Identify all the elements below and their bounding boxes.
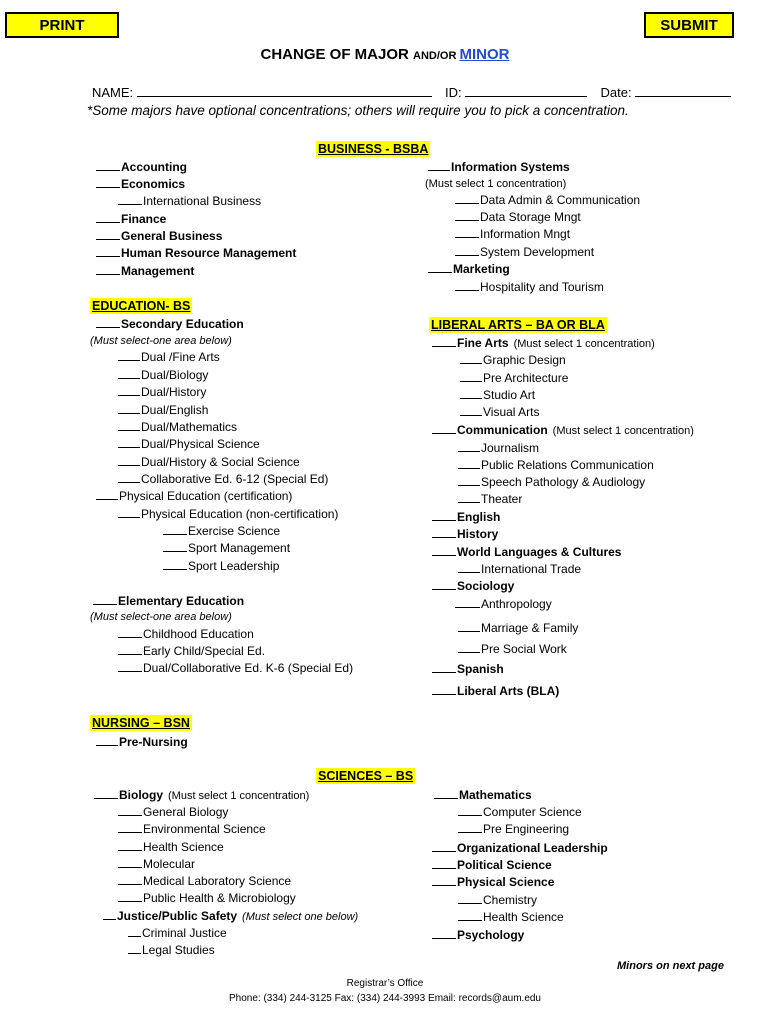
option-row <box>96 176 185 192</box>
option-label: Dual/History <box>141 385 207 399</box>
option-label: Dual/History & Social Science <box>141 455 300 469</box>
registrar-office: Registrar’s Office <box>346 978 424 989</box>
option-label: Pre Social Work <box>481 642 567 656</box>
option-row <box>432 335 655 352</box>
selection-blank[interactable] <box>118 890 142 902</box>
print-button[interactable]: PRINT <box>5 12 119 38</box>
selection-blank[interactable] <box>432 857 456 869</box>
option-row <box>458 620 578 636</box>
option-row <box>425 176 566 192</box>
option-row <box>93 593 244 609</box>
option-row <box>458 641 567 657</box>
option-row <box>428 159 570 175</box>
name-label: NAME: <box>92 85 134 100</box>
option-row <box>118 471 328 487</box>
option-label: General Business <box>121 229 223 243</box>
selection-blank[interactable] <box>434 787 458 799</box>
option-label: Dual /Fine Arts <box>141 350 220 364</box>
submit-button[interactable]: SUBMIT <box>644 12 734 38</box>
option-label: Information Systems <box>451 160 570 174</box>
selection-blank[interactable] <box>458 474 480 486</box>
option-row <box>118 839 224 855</box>
option-row <box>118 454 300 470</box>
selection-blank[interactable] <box>118 506 140 518</box>
option-label: Speech Pathology & Audiology <box>481 475 646 489</box>
selection-blank[interactable] <box>96 488 118 500</box>
option-label: Dual/Collaborative Ed. K-6 (Special Ed) <box>143 661 354 675</box>
option-row <box>118 436 260 452</box>
option-row <box>96 316 244 332</box>
option-label: Physical Science <box>457 875 555 889</box>
option-label: Anthropology <box>481 597 552 611</box>
option-row <box>118 821 266 837</box>
selection-blank[interactable] <box>96 734 118 746</box>
selection-blank[interactable] <box>118 193 142 205</box>
option-label: Dual/Physical Science <box>141 437 260 451</box>
selection-blank[interactable] <box>118 873 142 885</box>
id-field[interactable] <box>465 85 587 97</box>
option-row <box>128 942 215 958</box>
option-row <box>96 263 194 279</box>
selection-blank[interactable] <box>432 874 456 886</box>
option-label: Economics <box>121 177 186 191</box>
selection-blank[interactable] <box>455 226 479 238</box>
option-label: General Biology <box>143 805 229 819</box>
option-label: Chemistry <box>483 893 538 907</box>
selection-blank[interactable] <box>118 821 142 833</box>
selection-blank[interactable] <box>163 523 187 535</box>
selection-blank[interactable] <box>432 526 456 538</box>
nursing-header: NURSING – BSN <box>92 716 190 730</box>
option-row <box>458 474 645 490</box>
option-label: Criminal Justice <box>142 926 227 940</box>
option-label: Theater <box>481 492 523 506</box>
option-note: (Must select 1 concentration) <box>552 425 694 437</box>
option-row <box>458 821 569 837</box>
selection-blank[interactable] <box>118 660 142 672</box>
liberal-arts-header: LIBERAL ARTS – BA OR BLA <box>431 318 605 332</box>
selection-blank[interactable] <box>455 596 480 608</box>
option-label: Visual Arts <box>483 405 540 419</box>
selection-blank[interactable] <box>460 370 482 382</box>
title-main: CHANGE OF MAJOR <box>260 46 414 63</box>
option-label: Sport Leadership <box>188 559 280 573</box>
option-row <box>96 245 296 261</box>
option-label: International Trade <box>481 562 582 576</box>
selection-blank[interactable] <box>455 209 479 221</box>
selection-blank[interactable] <box>460 387 482 399</box>
selection-blank[interactable] <box>118 856 142 868</box>
option-row <box>90 333 232 349</box>
selection-blank[interactable] <box>118 419 140 431</box>
option-label: Public Relations Communication <box>481 458 654 472</box>
identity-row <box>92 85 731 100</box>
selection-blank[interactable] <box>96 159 120 171</box>
selection-blank[interactable] <box>458 804 482 816</box>
selection-blank[interactable] <box>96 263 120 275</box>
option-row <box>118 384 206 400</box>
option-row <box>458 892 537 908</box>
option-label: Environmental Science <box>143 822 266 836</box>
business-header: BUSINESS - BSBA <box>318 142 429 156</box>
option-row <box>118 660 353 676</box>
option-label: Dual/English <box>141 403 209 417</box>
date-field[interactable] <box>635 85 731 97</box>
id-label: ID: <box>445 85 462 100</box>
option-label: Biology <box>119 788 163 802</box>
minors-next-note: Minors on next page <box>617 960 724 972</box>
option-row <box>432 509 500 525</box>
selection-blank[interactable] <box>94 787 118 799</box>
option-row <box>460 352 566 368</box>
selection-blank[interactable] <box>163 540 187 552</box>
option-row <box>432 683 559 699</box>
name-field[interactable] <box>137 85 432 97</box>
option-label: (Must select-one area below) <box>90 335 232 347</box>
option-note: (Must select one below) <box>242 911 359 923</box>
option-label: Data Admin & Communication <box>480 193 641 207</box>
selection-blank[interactable] <box>118 626 142 638</box>
option-row <box>428 261 510 277</box>
minor-link[interactable]: MINOR <box>459 46 510 63</box>
option-row <box>118 349 220 365</box>
option-label: Physical Education (certification) <box>119 489 293 503</box>
option-row <box>455 226 570 242</box>
option-label: International Business <box>143 194 262 208</box>
option-row <box>96 211 166 227</box>
selection-blank[interactable] <box>460 352 482 364</box>
option-label: World Languages & Cultures <box>457 545 622 559</box>
option-row <box>432 661 504 677</box>
option-row <box>103 908 358 925</box>
option-row <box>432 544 621 560</box>
option-row <box>96 734 188 750</box>
option-row <box>118 890 296 906</box>
option-label: Communication <box>457 423 548 437</box>
selection-blank[interactable] <box>118 839 142 851</box>
option-label: Physical Education (non-certification) <box>141 507 339 521</box>
selection-blank[interactable] <box>455 244 479 256</box>
option-row <box>458 440 539 456</box>
option-label: Dual/Mathematics <box>141 420 238 434</box>
selection-blank[interactable] <box>432 578 456 590</box>
selection-blank[interactable] <box>432 927 456 939</box>
selection-blank[interactable] <box>118 471 140 483</box>
option-row <box>118 626 254 642</box>
option-row <box>118 643 265 659</box>
option-row <box>460 370 568 386</box>
option-row <box>118 506 338 522</box>
selection-blank[interactable] <box>118 436 140 448</box>
selection-blank[interactable] <box>458 620 480 632</box>
option-label: Justice/Public Safety <box>117 909 238 923</box>
option-label: Molecular <box>143 857 196 871</box>
selection-blank[interactable] <box>455 279 479 291</box>
selection-blank[interactable] <box>163 558 187 570</box>
option-row <box>455 244 594 260</box>
option-note: (Must select 1 concentration) <box>513 338 655 350</box>
selection-blank[interactable] <box>458 457 480 469</box>
selection-blank[interactable] <box>118 384 140 396</box>
selection-blank[interactable] <box>428 261 452 273</box>
option-row <box>458 457 654 473</box>
option-label: Pre Engineering <box>483 822 570 836</box>
selection-blank[interactable] <box>93 593 117 605</box>
concentration-note: *Some majors have optional concentrations; others will require you to pick a concentration. <box>87 103 629 118</box>
option-row <box>460 404 539 420</box>
option-label: Data Storage Mngt <box>480 210 581 224</box>
option-row <box>128 925 227 941</box>
option-label: (Must select 1 concentration) <box>425 178 567 190</box>
option-label: Hospitality and Tourism <box>480 280 604 294</box>
option-row <box>432 874 554 890</box>
option-row <box>118 804 228 820</box>
selection-blank[interactable] <box>432 544 456 556</box>
selection-blank[interactable] <box>118 804 142 816</box>
option-label: (Must select-one area below) <box>90 611 232 623</box>
option-row <box>96 228 222 244</box>
option-row <box>458 804 582 820</box>
date-label: Date: <box>600 85 632 100</box>
option-label: Sociology <box>457 579 515 593</box>
option-label: Fine Arts <box>457 336 509 350</box>
option-label: Studio Art <box>483 388 536 402</box>
selection-blank[interactable] <box>432 335 456 347</box>
selection-blank[interactable] <box>128 925 141 937</box>
selection-blank[interactable] <box>118 643 142 655</box>
option-row <box>455 192 640 208</box>
option-row <box>90 609 232 625</box>
selection-blank[interactable] <box>458 909 482 921</box>
option-label: Pre Architecture <box>483 371 569 385</box>
contact-info: Phone: (334) 244-3125 Fax: (334) 244-3993 Email: records@aum.edu <box>229 993 541 1004</box>
option-row <box>94 787 309 804</box>
option-label: Pre-Nursing <box>119 735 188 749</box>
selection-blank[interactable] <box>118 349 140 361</box>
selection-blank[interactable] <box>432 683 456 695</box>
option-row <box>455 279 604 295</box>
option-label: Accounting <box>121 160 187 174</box>
option-row <box>460 387 535 403</box>
option-row <box>96 488 292 504</box>
page-title <box>0 46 770 63</box>
option-label: Liberal Arts (BLA) <box>457 684 560 698</box>
option-label: System Development <box>480 245 595 259</box>
option-label: Information Mngt <box>480 227 571 241</box>
selection-blank[interactable] <box>458 561 480 573</box>
option-label: Legal Studies <box>142 943 215 957</box>
option-row <box>434 787 532 803</box>
option-row <box>118 367 208 383</box>
option-label: Marriage & Family <box>481 621 579 635</box>
option-row <box>118 873 291 889</box>
selection-blank[interactable] <box>458 440 480 452</box>
option-label: Human Resource Management <box>121 246 297 260</box>
option-row <box>163 523 280 539</box>
option-row <box>432 526 498 542</box>
option-label: Health Science <box>143 840 224 854</box>
option-label: Health Science <box>483 910 564 924</box>
option-label: Secondary Education <box>121 317 244 331</box>
option-label: Dual/Biology <box>141 368 209 382</box>
option-label: Spanish <box>457 662 504 676</box>
selection-blank[interactable] <box>460 404 482 416</box>
selection-blank[interactable] <box>118 367 140 379</box>
option-row <box>455 596 552 612</box>
option-label: Public Health & Microbiology <box>143 891 296 905</box>
option-label: Medical Laboratory Science <box>143 874 292 888</box>
option-row <box>458 909 564 925</box>
selection-blank[interactable] <box>458 821 482 833</box>
option-note: (Must select 1 concentration) <box>168 790 310 802</box>
selection-blank[interactable] <box>96 228 120 240</box>
selection-blank[interactable] <box>432 661 456 673</box>
option-row <box>118 856 195 872</box>
option-label: Marketing <box>453 262 510 276</box>
selection-blank[interactable] <box>428 159 450 171</box>
option-label: Collaborative Ed. 6-12 (Special Ed) <box>141 472 329 486</box>
option-label: Exercise Science <box>188 524 281 538</box>
option-label: Finance <box>121 212 167 226</box>
selection-blank[interactable] <box>96 211 120 223</box>
option-row <box>118 193 261 209</box>
option-row <box>432 927 524 943</box>
option-label: Childhood Education <box>143 627 254 641</box>
option-label: English <box>457 510 501 524</box>
selection-blank[interactable] <box>458 641 480 653</box>
option-row <box>432 422 694 439</box>
sciences-header: SCIENCES – BS <box>318 769 414 783</box>
option-row <box>163 558 279 574</box>
option-label: Psychology <box>457 928 525 942</box>
title-and-or: AND/OR <box>413 50 460 62</box>
selection-blank[interactable] <box>458 491 480 503</box>
option-row <box>118 402 208 418</box>
selection-blank[interactable] <box>118 402 140 414</box>
selection-blank[interactable] <box>96 245 120 257</box>
selection-blank[interactable] <box>118 454 140 466</box>
option-label: History <box>457 527 499 541</box>
selection-blank[interactable] <box>128 942 141 954</box>
selection-blank[interactable] <box>103 908 116 920</box>
option-row <box>432 578 514 594</box>
option-label: Management <box>121 264 195 278</box>
selection-blank[interactable] <box>96 176 120 188</box>
option-row <box>458 561 581 577</box>
option-label: Computer Science <box>483 805 582 819</box>
option-row <box>432 840 608 856</box>
selection-blank[interactable] <box>96 316 120 328</box>
selection-blank[interactable] <box>432 840 456 852</box>
option-label: Sport Management <box>188 541 291 555</box>
option-label: Elementary Education <box>118 594 245 608</box>
option-label: Journalism <box>481 441 540 455</box>
option-row <box>458 491 522 507</box>
option-label: Mathematics <box>459 788 532 802</box>
selection-blank[interactable] <box>455 192 479 204</box>
selection-blank[interactable] <box>458 892 482 904</box>
option-label: Early Child/Special Ed. <box>143 644 266 658</box>
option-label: Political Science <box>457 858 552 872</box>
option-row <box>432 857 552 873</box>
option-row <box>455 209 581 225</box>
selection-blank[interactable] <box>432 422 456 434</box>
education-header: EDUCATION- BS <box>92 299 191 313</box>
option-row <box>163 540 290 556</box>
selection-blank[interactable] <box>432 509 456 521</box>
option-row <box>96 159 187 175</box>
option-row <box>118 419 237 435</box>
option-label: Graphic Design <box>483 353 566 367</box>
option-label: Organizational Leadership <box>457 841 608 855</box>
